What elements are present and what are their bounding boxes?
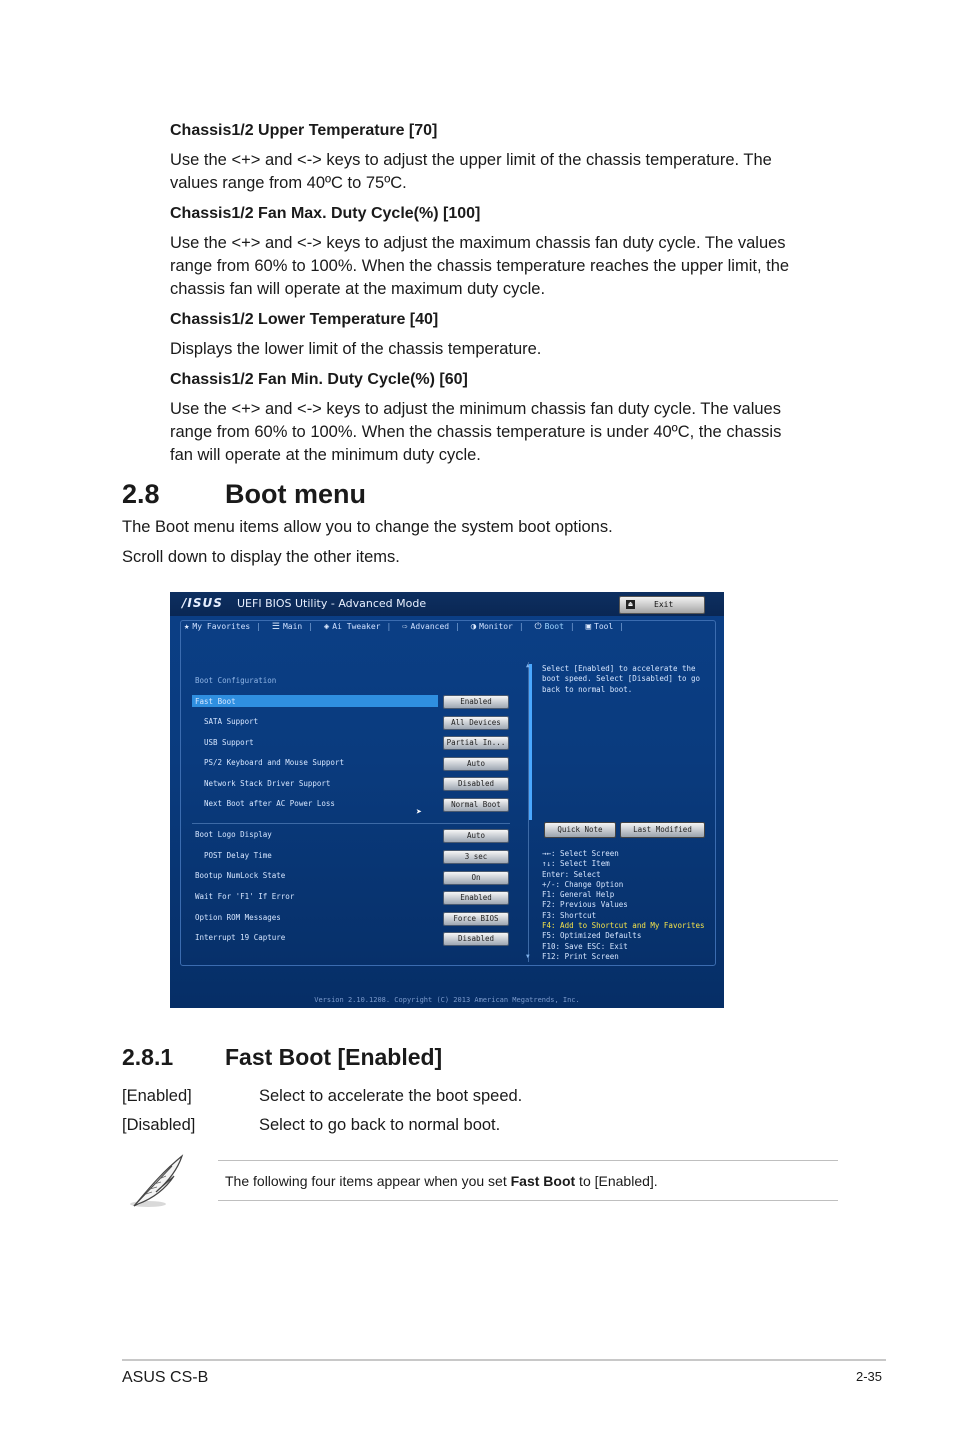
- scroll-hint: Scroll down to display the other items.: [122, 548, 400, 566]
- tab-label: Ai Tweaker: [332, 622, 381, 631]
- key-line: F2: Previous Values: [542, 900, 628, 910]
- tab-label: Boot: [544, 622, 564, 631]
- asus-logo: /ISUS: [182, 596, 223, 610]
- advanced-icon: ⇨: [402, 622, 408, 632]
- subsection-number: 2.8.1: [122, 1044, 174, 1070]
- note-bottom-rule: [218, 1200, 838, 1201]
- upper-temp-body: [170, 149, 772, 195]
- tab-tool[interactable]: ▣ Tool |: [585, 622, 625, 632]
- next-boot-value[interactable]: Normal Boot: [443, 798, 509, 812]
- tab-label: Main: [282, 622, 303, 631]
- bios-tab-bar: [184, 622, 630, 636]
- footer-rule: [122, 1359, 886, 1361]
- item-interrupt-19[interactable]: Interrupt 19 Capture: [195, 933, 286, 942]
- key-line: ↑↓: Select Item: [542, 859, 610, 869]
- key-line: +/-: Change Option: [542, 879, 624, 889]
- key-line: F12: Print Screen: [542, 951, 619, 961]
- note-bold: Fast Boot: [510, 1173, 576, 1189]
- item-sata-support[interactable]: SATA Support: [204, 717, 259, 726]
- bios-title-bar: [170, 592, 724, 616]
- fast-boot-value[interactable]: Enabled: [443, 695, 509, 709]
- exit-icon: ⏏: [626, 600, 635, 609]
- body-line: fan will operate at the minimum duty cycle.: [170, 446, 481, 464]
- item-ps2-support[interactable]: PS/2 Keyboard and Mouse Support: [204, 758, 344, 767]
- tab-boot[interactable]: ⏻ Boot |: [534, 622, 575, 632]
- key-line: Enter: Select: [542, 869, 601, 879]
- item-numlock[interactable]: Bootup NumLock State: [195, 871, 286, 880]
- option-key-disabled: [Disabled]: [122, 1116, 196, 1134]
- min-duty-heading: Chassis1/2 Fan Min. Duty Cycle(%) [60]: [170, 371, 468, 388]
- bios-title: UEFI BIOS Utility - Advanced Mode: [237, 597, 427, 610]
- lower-temp-body: [170, 338, 541, 361]
- body-line: range from 60% to 100%. When the chassis temperature is under 40ºC, the chassis: [170, 423, 782, 441]
- boot-configuration-label: Boot Configuration: [195, 676, 277, 685]
- help-line: back to normal boot.: [542, 684, 633, 694]
- item-fast-boot[interactable]: Fast Boot: [195, 697, 236, 706]
- help-line: boot speed. Select [Disabled] to go: [542, 674, 701, 684]
- exit-label: Exit: [654, 600, 674, 609]
- quick-note-button[interactable]: Quick Note: [544, 822, 616, 838]
- tab-ai-tweaker[interactable]: ◈ Ai Tweaker |: [323, 622, 392, 632]
- network-stack-value[interactable]: Disabled: [443, 777, 509, 791]
- subsection-title: Fast Boot [Enabled]: [225, 1044, 443, 1070]
- sata-support-value[interactable]: All Devices: [443, 716, 509, 730]
- note-top-rule: [218, 1160, 838, 1161]
- footer-left: ASUS CS-B: [122, 1369, 209, 1386]
- item-next-boot[interactable]: Next Boot after AC Power Loss: [204, 799, 335, 808]
- numlock-value[interactable]: On: [443, 871, 509, 885]
- note-feather-icon: [126, 1152, 188, 1210]
- bios-screenshot: [170, 592, 724, 1008]
- monitor-icon: ◑: [470, 622, 477, 632]
- boot-logo-value[interactable]: Auto: [443, 829, 509, 843]
- item-boot-logo[interactable]: Boot Logo Display: [195, 830, 272, 839]
- tool-icon: ▣: [585, 622, 591, 632]
- scrollbar[interactable]: [529, 664, 532, 820]
- boot-menu-intro: The Boot menu items allow you to change the system boot options.: [122, 518, 613, 536]
- bios-divider: [192, 823, 510, 824]
- note-text: [225, 1173, 658, 1189]
- body-line: values range from 40ºC to 75ºC.: [170, 174, 407, 192]
- body-line: Use the <+> and <-> keys to adjust the maximum chassis fan duty cycle. The values: [170, 234, 786, 252]
- section-title: Boot menu: [225, 479, 366, 509]
- post-delay-value[interactable]: 3 sec: [443, 850, 509, 864]
- tab-label: Advanced: [410, 622, 450, 631]
- usb-support-value[interactable]: Partial In...: [443, 736, 509, 750]
- star-icon: ★: [184, 622, 190, 632]
- key-line: F10: Save ESC: Exit: [542, 941, 628, 951]
- item-option-rom[interactable]: Option ROM Messages: [195, 913, 281, 922]
- lower-temp-heading: Chassis1/2 Lower Temperature [40]: [170, 311, 439, 328]
- option-desc-disabled: Select to go back to normal boot.: [259, 1116, 501, 1134]
- item-network-stack[interactable]: Network Stack Driver Support: [204, 779, 331, 788]
- upper-temp-heading: Chassis1/2 Upper Temperature [70]: [170, 122, 438, 139]
- body-line: range from 60% to 100%. When the chassis temperature reaches the upper limit, the: [170, 257, 790, 275]
- tab-main[interactable]: ☰ Main |: [271, 622, 314, 632]
- max-duty-body: [170, 232, 789, 301]
- page-number: 2-35: [856, 1369, 883, 1384]
- scroll-up-icon[interactable]: ▲: [526, 662, 530, 669]
- key-line: →←: Select Screen: [542, 849, 619, 858]
- power-icon: ⏻: [534, 622, 542, 632]
- item-wait-f1[interactable]: Wait For 'F1' If Error: [195, 892, 295, 901]
- tab-advanced[interactable]: ⇨ Advanced |: [402, 622, 460, 632]
- key-line: F1: General Help: [542, 890, 615, 900]
- interrupt-19-value[interactable]: Disabled: [443, 932, 509, 946]
- tab-my-favorites[interactable]: ★ My Favorites |: [184, 622, 262, 632]
- bios-version: Version 2.10.1208. Copyright (C) 2013 American Megatrends, Inc.: [314, 996, 580, 1004]
- option-key-enabled: [Enabled]: [122, 1087, 192, 1105]
- tweaker-icon: ◈: [323, 622, 330, 632]
- option-rom-value[interactable]: Force BIOS: [443, 912, 509, 926]
- tab-label: My Favorites: [192, 622, 251, 631]
- exit-button[interactable]: [619, 596, 705, 614]
- wait-f1-value[interactable]: Enabled: [443, 891, 509, 905]
- item-post-delay[interactable]: POST Delay Time: [204, 851, 272, 860]
- last-modified-button[interactable]: Last Modified: [620, 822, 705, 838]
- help-text: [542, 664, 712, 695]
- item-usb-support[interactable]: USB Support: [204, 738, 254, 747]
- section-number: 2.8: [122, 479, 160, 509]
- scroll-down-icon[interactable]: ▼: [526, 953, 530, 960]
- key-line: F3: Shortcut: [542, 910, 597, 920]
- key-legend: [542, 849, 705, 962]
- body-line: Use the <+> and <-> keys to adjust the minimum chassis fan duty cycle. The values: [170, 400, 781, 418]
- key-line: F4: Add to Shortcut and My Favorites: [542, 921, 705, 931]
- body-line: Use the <+> and <-> keys to adjust the upper limit of the chassis temperature. The: [170, 151, 772, 169]
- mouse-cursor-icon: ➤: [416, 807, 423, 818]
- key-line: F5: Optimized Defaults: [542, 931, 642, 941]
- body-line: chassis fan will operate at the maximum duty cycle.: [170, 280, 546, 298]
- body-line: Displays the lower limit of the chassis temperature.: [170, 340, 542, 358]
- max-duty-heading: Chassis1/2 Fan Max. Duty Cycle(%) [100]: [170, 205, 481, 222]
- note-suffix: to [Enabled].: [575, 1173, 658, 1189]
- option-desc-enabled: Select to accelerate the boot speed.: [259, 1087, 523, 1105]
- tab-monitor[interactable]: ◑ Monitor |: [470, 622, 524, 632]
- list-icon: ☰: [271, 622, 280, 632]
- tab-label: Tool: [594, 622, 614, 631]
- tab-label: Monitor: [479, 622, 513, 631]
- note-prefix: The following four items appear when you set: [225, 1173, 511, 1189]
- min-duty-body: [170, 398, 781, 467]
- help-line: Select [Enabled] to accelerate the: [542, 664, 696, 673]
- ps2-support-value[interactable]: Auto: [443, 757, 509, 771]
